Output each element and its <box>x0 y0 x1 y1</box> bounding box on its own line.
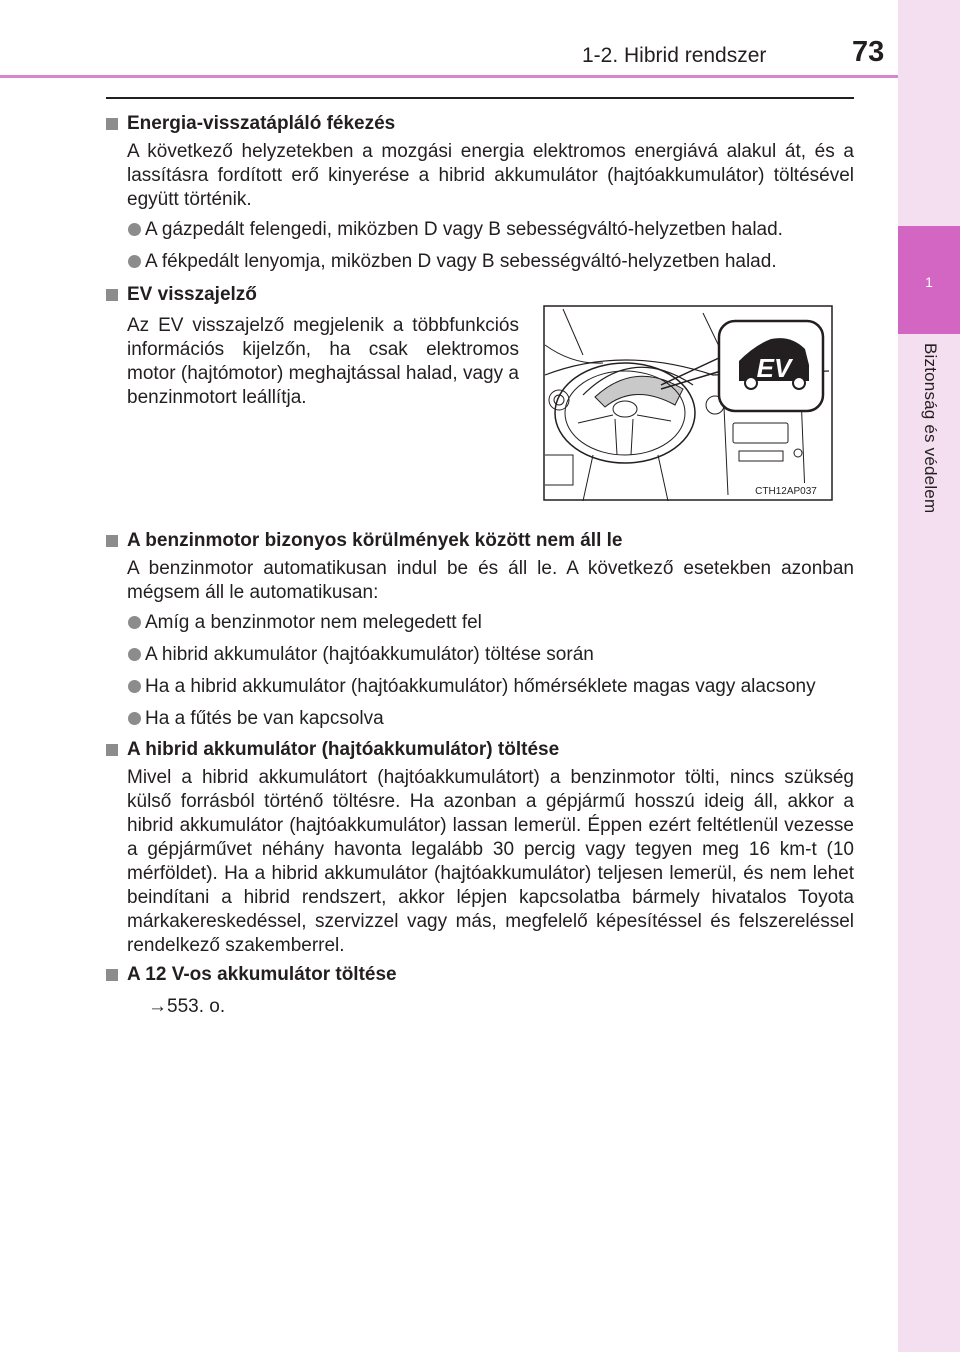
chapter-title: Biztonság és védelem <box>921 343 940 514</box>
paragraph: Az EV visszajelző megjelenik a többfunkciós információs kijelzőn, ha csak elektromos motor (hajtómotor) meghajtással halad, vagy a benzinmotort leállítja. <box>127 315 519 408</box>
round-bullet-icon <box>128 616 141 629</box>
heading-hybrid-battery-charging <box>106 737 854 763</box>
heading-text: A 12 V-os akkumulátor töltése <box>127 964 397 985</box>
list-item <box>106 640 854 669</box>
list-item-text: A hibrid akkumulátor (hajtóakkumulátor) töltése során <box>145 644 594 665</box>
square-bullet-icon <box>106 744 118 756</box>
heading-text: A hibrid akkumulátor (hajtóakkumulátor) töltése <box>127 739 560 760</box>
list-item-text: A gázpedált felengedi, miközben D vagy B sebességváltó-helyzetben halad. <box>145 219 783 240</box>
list-item <box>106 672 854 701</box>
figure-code: CTH12AP037 <box>755 486 817 497</box>
list-item <box>106 247 854 276</box>
list-item <box>106 215 854 244</box>
paragraph: A benzinmotor automatikusan indul be és áll le. A következő esetekben azonban mégsem áll le automatikusan: <box>127 558 854 603</box>
square-bullet-icon <box>106 118 118 130</box>
paragraph: Mivel a hibrid akkumulátort (hajtóakkumulátort) a benzinmotor tölti, nincs szükség külső forrásból történő töltésre. Ha azonban a gépjármű hosszú ideig áll, akkor a hibrid akkumulátor (hajtóakkumulátor) lassan lemerül. Éppen ezért feltétlenül vezesse a gépjárművet néhány havonta legalább 30 percig vagy tegyen meg 16 km-t (10 mérföldet). Ha a hibrid akkumulátor (hajtóakkumulátor) teljesen lemerül, és nem lehet beindítani a hibrid rendszert, akkor lépjen kapcsolatba bármely hivatalos Toyota márkakereskedéssel, szervizzel vagy más, megfelelő képesítéssel és felszereléssel rendelkező szakemberrel. <box>127 767 854 956</box>
list-item <box>106 608 854 637</box>
round-bullet-icon <box>128 712 141 725</box>
ev-dashboard-figure <box>543 305 937 500</box>
heading-12v-battery-charging <box>106 962 854 988</box>
list-item-text: Amíg a benzinmotor nem melegedett fel <box>145 612 482 633</box>
heading-text: Energia-visszatápláló fékezés <box>127 113 396 134</box>
list-item-text: A fékpedált lenyomja, miközben D vagy B sebességváltó-helyzetben halad. <box>145 251 777 272</box>
square-bullet-icon <box>106 289 118 301</box>
heading-text: EV visszajelző <box>127 284 257 305</box>
heading-engine-not-stopping <box>106 528 854 554</box>
round-bullet-icon <box>128 255 141 268</box>
chapter-side-tab <box>898 0 960 1352</box>
square-bullet-icon <box>106 535 118 547</box>
heading-text: A benzinmotor bizonyos körülmények között nem áll le <box>127 530 623 551</box>
round-bullet-icon <box>128 223 141 236</box>
list-item-text: Ha a hibrid akkumulátor (hajtóakkumulátor) hőmérséklete magas vagy alacsony <box>145 676 816 697</box>
paragraph: A következő helyzetekben a mozgási energia elektromos energiává alakul át, és a lassításra fordított erő kinyerése a hibrid akkumulátor (hajtóakkumulátor) töltésével együtt történik. <box>127 141 854 210</box>
list-item <box>106 704 854 733</box>
page-number: 73 <box>852 36 885 68</box>
section-title: 1-2. Hibrid rendszer <box>582 44 767 67</box>
round-bullet-icon <box>128 680 141 693</box>
page-content <box>106 107 854 1020</box>
chapter-number: 1 <box>925 274 933 290</box>
content-top-rule <box>106 97 854 99</box>
round-bullet-icon <box>128 648 141 661</box>
ev-badge-text: EV <box>756 353 792 383</box>
dashboard-illustration <box>543 305 833 501</box>
heading-energy-recovery <box>106 111 854 137</box>
list-item-text: Ha a fűtés be van kapcsolva <box>145 708 384 729</box>
square-bullet-icon <box>106 969 118 981</box>
page-reference: →553. o. <box>148 996 226 1017</box>
header-rule <box>0 75 898 78</box>
